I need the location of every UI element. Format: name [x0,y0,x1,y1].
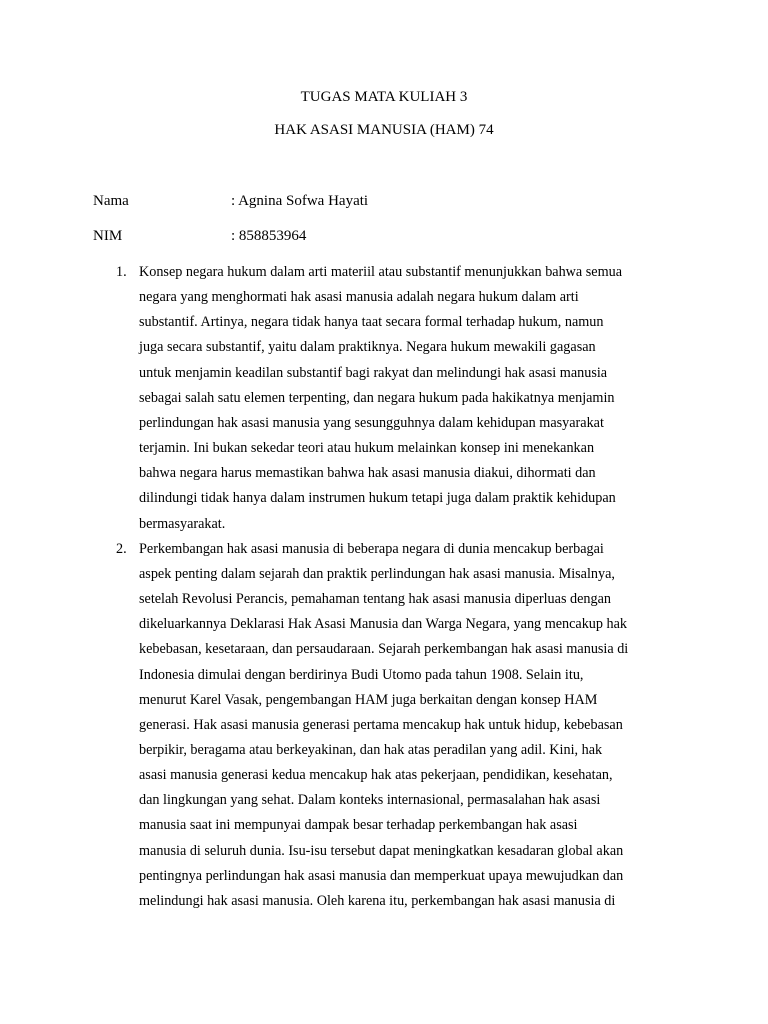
field-name-row [93,192,368,210]
paragraph-line: generasi. Hak asasi manusia generasi pertama mencakup hak untuk hidup, kebebasan [139,716,623,733]
paragraph-line: setelah Revolusi Perancis, pemahaman tentang hak asasi manusia diperluas dengan [139,591,611,608]
numbered-list [0,260,768,914]
list-item [0,260,679,537]
paragraph-line: terjamin. Ini bukan sekedar teori atau hukum melainkan konsep ini menekankan [139,440,595,457]
paragraph-line: berpikir, beragama atau berkeyakinan, dan hak atas peradilan yang adil. Kini, hak [139,741,603,758]
paragraph-line: kebebasan, kesetaraan, dan persaudaraan. Sejarah perkembangan hak asasi manusia di [139,641,629,658]
paragraph-line: melindungi hak asasi manusia. Oleh karena itu, perkembangan hak asasi manusia di [139,892,616,909]
paragraph-line: negara yang menghormati hak asasi manusia adalah negara hukum dalam arti [139,289,579,306]
paragraph-line: manusia di seluruh dunia. Isu-isu tersebut dapat meningkatkan kesadaran global akan [139,842,624,859]
list-item [0,537,679,914]
paragraph-line: bermasyarakat. [139,515,226,532]
document-subtitle: HAK ASASI MANUSIA (HAM) 74 [274,122,494,138]
field-nim-label: NIM [93,228,123,244]
paragraph-line: bahwa negara harus memastikan bahwa hak asasi manusia diakui, dihormati dan [139,465,596,482]
paragraph-line: Perkembangan hak asasi manusia di beberapa negara di dunia mencakup berbagai [139,540,604,557]
document-title: TUGAS MATA KULIAH 3 [300,89,468,105]
paragraph-line: Konsep negara hukum dalam arti materiil atau substantif menunjukkan bahwa semua [139,264,623,280]
paragraph-line: juga secara substantif, yaitu dalam praktiknya. Negara hukum mewakili gagasan [139,339,596,356]
paragraph-line: perlindungan hak asasi manusia yang sesungguhnya dalam kehidupan masyarakat [139,414,604,431]
field-nim-row [93,227,306,245]
list-item-number: 2. [116,540,127,557]
paragraph-line: sebagai salah satu elemen terpenting, dan negara hukum pada hakikatnya menjamin [139,389,615,406]
paragraph-line: menurut Karel Vasak, pengembangan HAM juga berkaitan dengan konsep HAM [139,691,598,708]
paragraph-line: pentingnya perlindungan hak asasi manusia dan memperkuat upaya mewujudkan dan [139,867,624,884]
paragraph-line: Indonesia dimulai dengan berdirinya Budi Utomo pada tahun 1908. Selain itu, [139,666,584,683]
list-item-number: 1. [116,264,127,280]
paragraph-line: substantif. Artinya, negara tidak hanya taat secara formal terhadap hukum, namun [139,314,604,331]
paragraph-line: aspek penting dalam sejarah dan praktik perlindungan hak asasi manusia. Misalnya, [139,565,615,582]
paragraph-line: dikeluarkannya Deklarasi Hak Asasi Manusia dan Warga Negara, yang mencakup hak [139,616,628,633]
field-name-value: : Agnina Sofwa Hayati [231,193,369,209]
paragraph-line: manusia saat ini mempunyai dampak besar terhadap perkembangan hak asasi [139,817,578,834]
paragraph-line: dilindungi tidak hanya dalam instrumen hukum tetapi juga dalam praktik kehidupan [139,490,616,507]
paragraph-line: untuk menjamin keadilan substantif bagi rakyat dan melindungi hak asasi manusia [139,364,608,381]
field-name-label: Nama [93,193,129,209]
field-nim-value: : 858853964 [231,228,307,244]
paragraph-line: asasi manusia generasi kedua mencakup hak atas pekerjaan, pendidikan, kesehatan, [139,767,613,784]
paragraph-line: dan lingkungan yang sehat. Dalam konteks internasional, permasalahan hak asasi [139,792,601,809]
